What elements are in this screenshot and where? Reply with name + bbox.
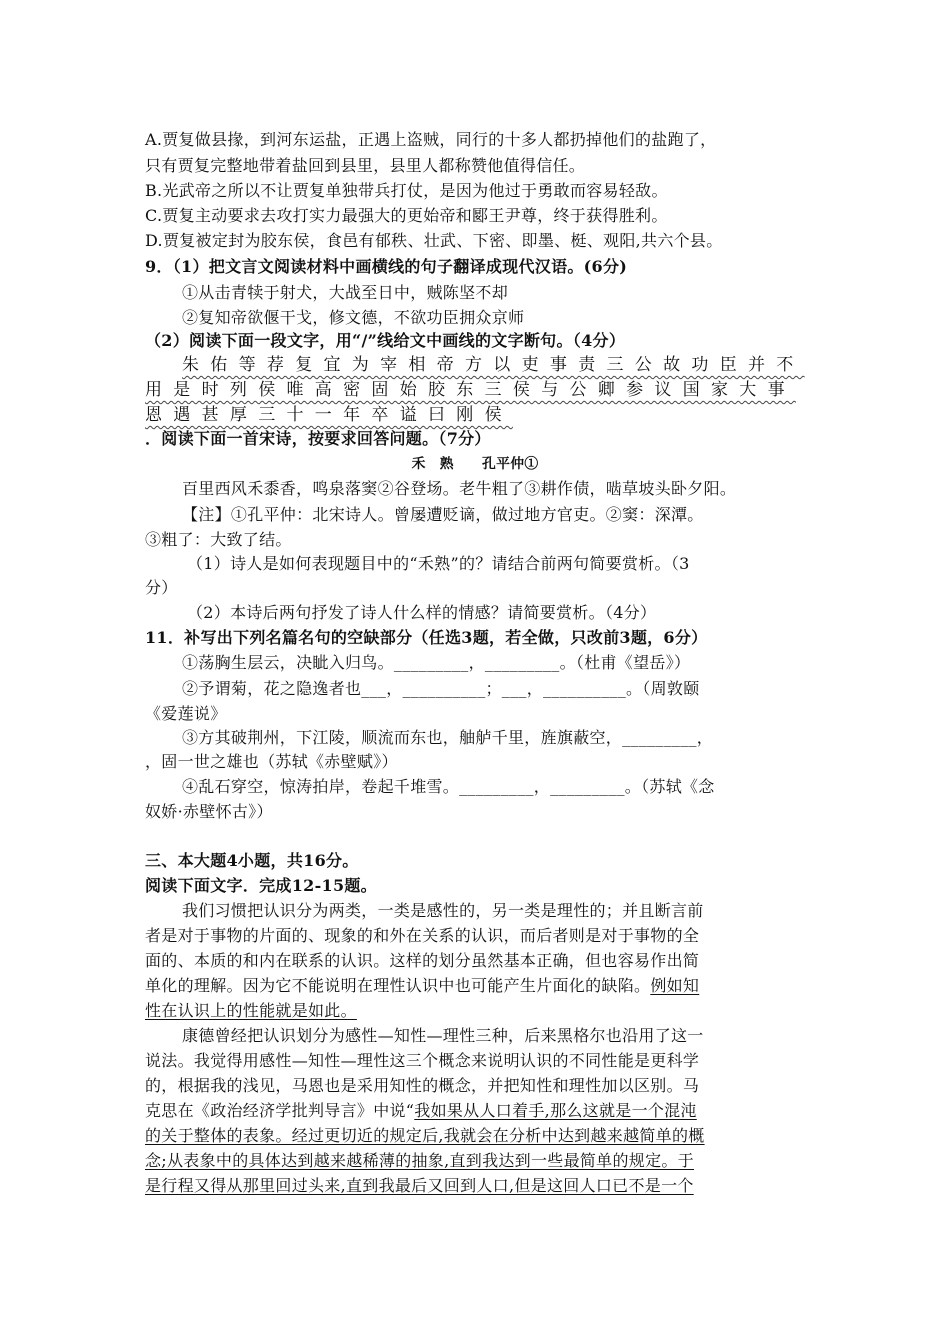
passage-p1-line4-underlined: 例如知: [650, 976, 700, 995]
q11-item2-line1: ②予谓菊，花之隐逸者也___，__________；___，__________。（周敦颐: [182, 679, 700, 698]
q9-sub2-title: （2）阅读下面一段文字，用“/”线给文中画线的文字断句。（4分）: [145, 331, 626, 350]
q11-item4-line1: ④乱石穿空，惊涛拍岸，卷起千堆雪。_________，_________。（苏轼《念: [182, 777, 715, 796]
passage-p2-line2: 说法。我觉得用感性—知性—理性这三个概念来说明认识的不同性能是更科学: [145, 1051, 700, 1070]
q8-option-d: D.贾复被定封为胶东侯，食邑有郁秩、壮武、下密、即墨、梃、观阳,共六个县。: [145, 231, 723, 250]
q10-title: ．阅读下面一首宋诗，按要求回答问题。（7分）: [145, 429, 491, 448]
q8-option-a-line2: 只有贾复完整地带着盐回到县里，县里人都称赞他值得信任。: [145, 156, 586, 175]
passage-p2-line4: [145, 1098, 697, 1124]
q11-item1: ①荡胸生层云，决眦入归鸟。_________，_________。（杜甫《望岳》）: [182, 653, 691, 672]
poem-note-line2: ③粗了：大致了结。: [145, 530, 292, 549]
passage-p1-line4: [145, 973, 699, 999]
q9-title: 9．（1）把文言文阅读材料中画横线的句子翻译成现代汉语。(6分): [145, 257, 628, 276]
q10-sub1-line2: 分）: [145, 578, 178, 597]
passage-p1-line1: 我们习惯把认识分为两类，一类是感性的，另一类是理性的；并且断言前: [182, 901, 704, 920]
passage-p2-line3: 的，根据我的浅见，马恩也是采用知性的概念，并把知性和理性加以区别。马: [145, 1076, 700, 1095]
passage-p2-line5: 的关于整体的表象。经过更切近的规定后,我就会在分析中达到越来越简单的概: [145, 1126, 705, 1145]
passage-p2-line6: 念;从表象中的具体达到越来越稀薄的抽象,直到我达到一些最简单的规定。于: [145, 1151, 694, 1170]
q9-passage-line2: 用是时列侯唯高密固始胶东三侯与公卿参议国家大事: [145, 380, 796, 400]
passage-p1-line5: 性在认识上的性能就是如此。: [145, 1001, 357, 1020]
q8-option-c: C.贾复主动要求去攻打实力最强大的更始帝和郾王尹尊，终于获得胜利。: [145, 206, 668, 225]
q9-passage-line1: 朱佑等荐复宜为宰相帝方以吏事责三公故功臣并不: [182, 355, 805, 375]
q9-passage-line3: 恩遇甚厚三十一年卒谥曰刚侯: [145, 405, 513, 425]
q11-item4-line2: 奴娇·赤壁怀古》）: [145, 802, 273, 821]
passage-p2-line4-text: 克思在《政治经济学批判导言》中说“: [145, 1101, 415, 1120]
q10-sub2: （2）本诗后两句抒发了诗人什么样的情感？请简要赏析。（4分）: [187, 603, 657, 622]
q10-sub1-line1: （1）诗人是如何表现题目中的“禾熟”的？请结合前两句简要赏析。（3: [187, 554, 690, 573]
section3-instructions: 阅读下面文字．完成12-15题。: [145, 876, 377, 895]
q11-title: 11．补写出下列名篇名句的空缺部分（任选3题，若全做，只改前3题，6分）: [145, 628, 708, 647]
poem-line: 百里西风禾黍香，鸣泉落窦②谷登场。老牛粗了③耕作债，啮草坡头卧夕阳。: [182, 479, 737, 498]
poem-title: 禾 熟 孔平仲①: [411, 456, 539, 472]
q11-item3-line2: ，固一世之雄也（苏轼《赤壁赋》）: [145, 752, 398, 771]
passage-p2-line7: 是行程又得从那里回过头来,直到我最后又回到人口,但是这回人口已不是一个: [145, 1176, 694, 1195]
q8-option-a-line1: A.贾复做县掾，到河东运盐，正遇上盗贼，同行的十多人都扔掉他们的盐跑了，: [145, 130, 717, 149]
passage-p1-line2: 者是对于事物的片面的、现象的和外在关系的认识，而后者则是对于事物的全: [145, 926, 700, 945]
passage-p2-line4-underlined: 我如果从人口着手,那么这就是一个混沌: [414, 1101, 697, 1120]
q9-sentence-1: ①从击青犊于射犬，大战至日中，贼陈坚不却: [182, 283, 509, 302]
q11-item3-line1: ③方其破荆州，下江陵，顺流而东也，舳舻千里，旌旗蔽空，_________，: [182, 728, 714, 747]
q9-sentence-2: ②复知帝欲偃干戈，修文德，不欲功臣拥众京师: [182, 308, 525, 327]
passage-p1-line3: 面的、本质的和内在联系的认识。这样的划分虽然基本正确，但也容易作出简: [145, 951, 700, 970]
passage-p2-line1: 康德曾经把认识划分为感性—知性—理性三种，后来黑格尔也沿用了这一: [182, 1026, 704, 1045]
poem-note-line1: 【注】①孔平仲：北宋诗人。曾屡遭贬谪，做过地方官吏。②窦：深潭。: [182, 505, 704, 524]
passage-p1-line4-text: 单化的理解。因为它不能说明在理性认识中也可能产生片面化的缺陷。: [145, 976, 651, 995]
q11-item2-line2: 《爱莲说》: [145, 704, 227, 723]
section3-title: 三、本大题4小题，共16分。: [145, 851, 359, 870]
q8-option-b: B.光武帝之所以不让贾复单独带兵打仗，是因为他过于勇敢而容易轻敌。: [145, 181, 668, 200]
